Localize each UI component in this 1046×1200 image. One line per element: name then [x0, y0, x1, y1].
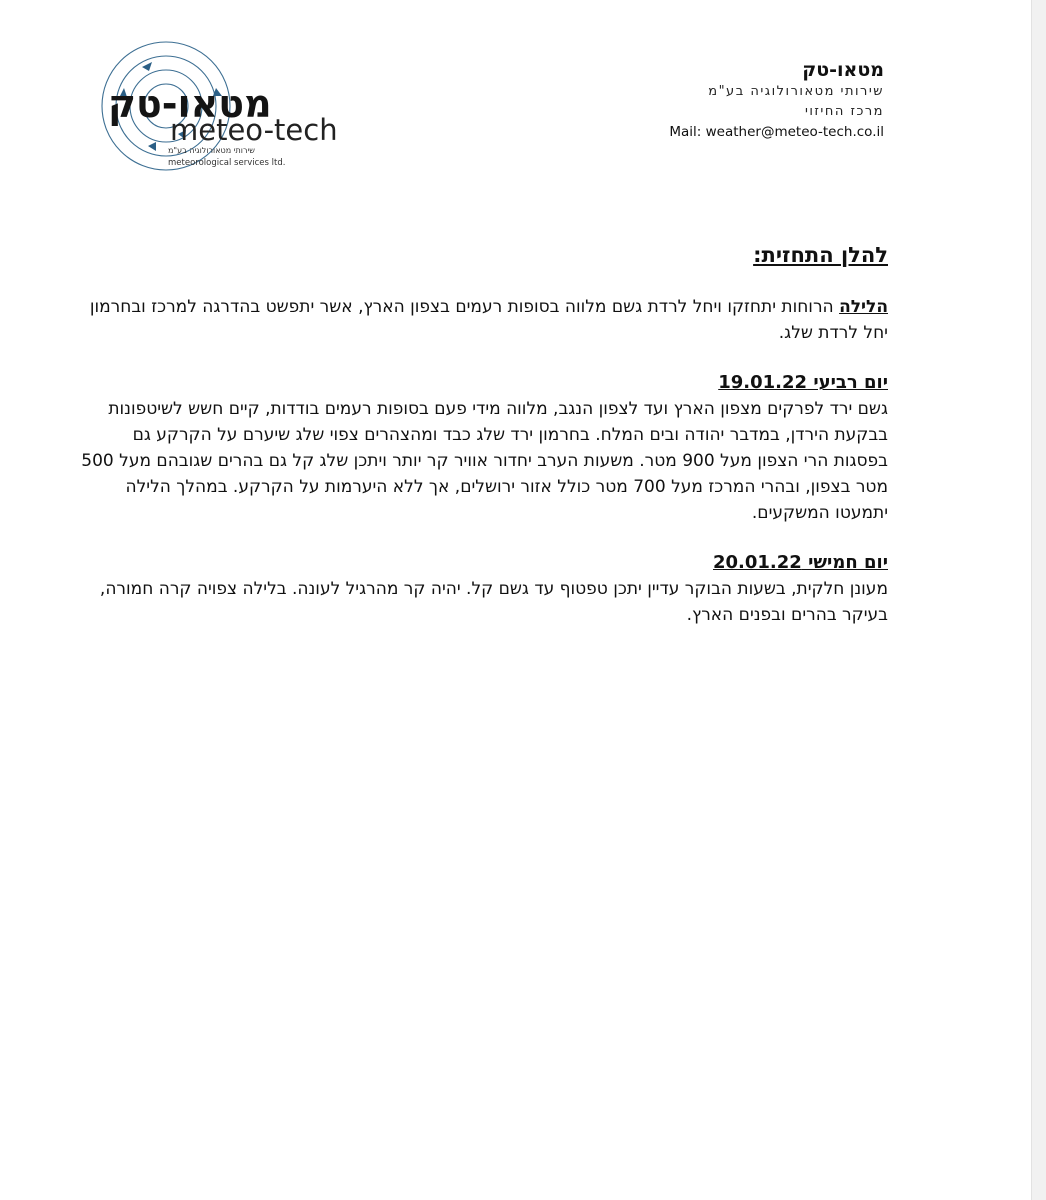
logo-hebrew-name: מטאו-טק	[108, 82, 272, 126]
tonight-text: הרוחות יתחזקו ויחל לרדת גשם מלווה בסופות רעמים בצפון הארץ, אשר יתפשט בהדרגה למרכז ובחרמון יחל לרדת שלג.	[89, 297, 888, 343]
tonight-label: הלילה	[839, 297, 888, 317]
day-text: גשם ירד לפרקים מצפון הארץ ועד לצפון הנגב, מלווה מידי פעם בסופות רעמים בודדות, קיים חשש לשיטפונות בבקעת הירדן, במדבר יהודה ובים המלח. בחרמון ירד שלג כבד ומהצהרים צפוי שלג שיערם על הקרקע גם בפסגות הרי הצפון מעל 900 מטר. משעות הערב יחדור אוויר קר יותר ויתכן שלג קל גם בהרים שגובהם מעל 500 מטר בצפון, ובהרי המרכז מעל 700 מטר כולל אזור ירושלים, אך ללא היערמות על הקרקע. במהלך הלילה יתמעטו המשקעים.	[81, 399, 888, 523]
day-forecast-thursday	[78, 550, 888, 628]
logo-english-tagline: meteorological services ltd.	[168, 158, 286, 168]
day-title: יום חמישי 20.01.22	[712, 552, 888, 573]
tonight-paragraph	[78, 294, 888, 346]
forecast-content	[78, 240, 888, 652]
contact-email[interactable]: Mail: weather@meteo-tech.co.il	[669, 124, 884, 140]
day-text: מעונן חלקית, בשעות הבוקר עדיין יתכן טפטוף עד גשם קל. יהיה קר מהרגיל לעונה. בלילה צפויה קרה חמורה, בעיקר בהרים ובפנים הארץ.	[99, 579, 888, 625]
contact-department: מרכז החיזוי	[804, 104, 884, 119]
day-forecast-wednesday	[78, 370, 888, 526]
company-logo	[96, 36, 356, 176]
logo-hebrew-tagline: שירותי מטאורולוגיה בע"מ	[168, 146, 255, 155]
contact-company-name: מטאו-טק	[802, 59, 884, 81]
page-edge	[1031, 0, 1046, 1200]
day-title: יום רביעי 19.01.22	[718, 372, 888, 393]
logo-english-name: meteo-tech	[170, 113, 338, 147]
contact-header	[524, 58, 884, 142]
forecast-heading: להלן התחזית:	[753, 243, 888, 267]
contact-company-description: שירותי מטאורולוגיה בע"מ	[708, 84, 884, 99]
